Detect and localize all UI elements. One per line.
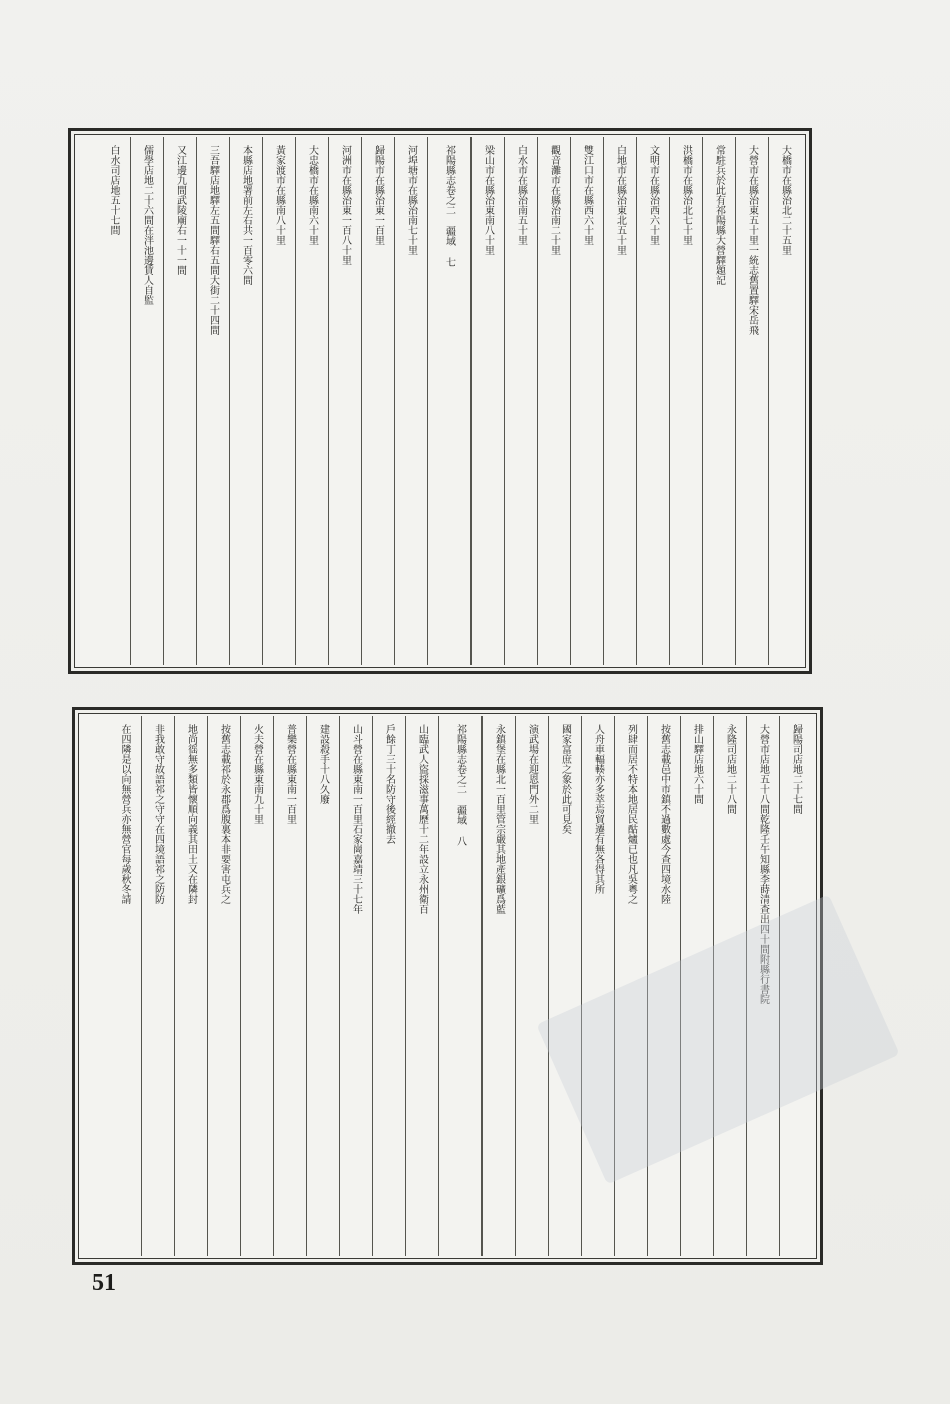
column-text: 儒學店地二十六間在泮池邊賃人自監	[141, 145, 153, 305]
column-text: 按舊志載祁於永郡爲腹裏本非要害屯兵之	[218, 724, 230, 904]
running-title: 祁陽縣志卷之二 疆域 八	[454, 724, 466, 846]
text-column	[537, 137, 570, 665]
top-text-block	[68, 128, 812, 674]
column-text: 河洲市在縣治東一百八十里	[339, 145, 351, 265]
text-column	[361, 137, 394, 665]
column-text: 人舟車輻輳亦多萃焉貿遷有無各得其所	[592, 724, 604, 894]
column-text: 永鎮堡在縣北一百里管宗嚴其地產銀礦爲藍	[493, 724, 505, 914]
column-text: 國家富庶之象於此可見矣	[559, 724, 571, 834]
column-text: 白水市在縣治南五十里	[515, 145, 527, 245]
column-text: 在四隣是以向無營兵亦無營官每歲秋冬請	[119, 724, 130, 904]
text-column	[108, 716, 141, 1256]
column-text: 按舊志載邑中市鎮不過數處今查四境水陸	[658, 724, 670, 904]
text-column	[306, 716, 339, 1256]
column-text: 排山驛店地六十間	[691, 724, 703, 804]
column-text: 山斗營在縣東南一百里石家崗嘉靖三十七年	[350, 724, 362, 914]
column-text: 觀音灘市在縣治南二十里	[548, 145, 560, 255]
text-column	[702, 137, 735, 665]
text-column	[163, 137, 196, 665]
column-text: 文明市在縣治西六十里	[647, 145, 659, 245]
text-column	[339, 716, 372, 1256]
text-column	[273, 716, 306, 1256]
text-column	[735, 137, 768, 665]
text-column	[328, 137, 361, 665]
column-text: 普樂營在縣東南一百里	[284, 724, 296, 824]
column-text: 火夫營在縣東南九十里	[251, 724, 263, 824]
column-text: 大忠橋市在縣南六十里	[306, 145, 318, 245]
text-column	[471, 137, 504, 665]
text-column	[669, 137, 702, 665]
column-text: 又江邊九間武陵廟右一十一間	[174, 145, 186, 275]
column-text: 洪橋市在縣治北七十里	[680, 145, 692, 245]
column-text: 大營市在縣治東五十里一統志舊置驛宋岳飛	[746, 145, 758, 335]
text-column	[240, 716, 273, 1256]
column-text: 大營市店地五十八間乾隆壬午知縣李蒔清查出四十間附縣行書院	[757, 724, 769, 1004]
page-number: 51	[92, 1270, 116, 1296]
text-column	[207, 716, 240, 1256]
column-text: 永隆司店地二十八間	[724, 724, 736, 814]
column-text: 歸陽司店地二十七間	[790, 724, 802, 814]
column-text: 非我敢守故語祁之守守在四境語祁之防防	[152, 724, 164, 904]
column-text: 本縣店地署前左右共一百零六間	[240, 145, 252, 285]
column-text: 三吾驛店地驛左五間驛右五間大街二十四間	[207, 145, 219, 335]
text-column	[548, 716, 581, 1256]
text-column	[97, 137, 130, 665]
text-column	[262, 137, 295, 665]
text-column	[229, 137, 262, 665]
text-column	[174, 716, 207, 1256]
column-text: 常駐兵於此有祁陽縣大營驛題記	[713, 145, 725, 285]
text-column	[141, 716, 174, 1256]
column-text: 戶餘丁三十名防守後經撤去	[383, 724, 395, 844]
text-column	[636, 137, 669, 665]
text-column	[196, 137, 229, 665]
text-column	[515, 716, 548, 1256]
center-fold-column	[438, 716, 482, 1256]
text-column	[603, 137, 636, 665]
column-text: 白地市在縣治東北五十里	[614, 145, 626, 255]
text-column	[405, 716, 438, 1256]
text-column	[504, 137, 537, 665]
top-columns	[79, 137, 801, 665]
text-column	[372, 716, 405, 1256]
center-fold-column	[427, 137, 471, 665]
running-title: 祁陽縣志卷之二 疆域 七	[443, 145, 455, 267]
column-text: 雙江口市在縣西六十里	[581, 145, 593, 245]
text-column	[482, 716, 515, 1256]
column-text: 歸陽市在縣治東一百里	[372, 145, 384, 245]
column-text: 大橋市在縣治北二十五里	[779, 145, 791, 255]
column-text: 演武場在迎恩門外二里	[526, 724, 538, 824]
column-text: 列肆而居不特本地居民酤爐已也凡吳粵之	[625, 724, 637, 904]
column-text: 河埠塘市在縣治南七十里	[405, 145, 417, 255]
column-text: 建設殺手十八久廢	[317, 724, 329, 804]
column-text: 山臨武人盜採滋事萬歷十二年設立永州衛百	[416, 724, 428, 914]
text-column	[130, 137, 163, 665]
column-text: 梁山市在縣治東南八十里	[482, 145, 494, 255]
text-column	[295, 137, 328, 665]
text-column	[570, 137, 603, 665]
text-column	[768, 137, 801, 665]
text-column	[394, 137, 427, 665]
column-text: 白水司店地五十七間	[108, 145, 119, 235]
column-text: 黃家渡市在縣南八十里	[273, 145, 285, 245]
column-text: 地尚徭無多類皆懷順向義其田土又在隣封	[185, 724, 197, 904]
